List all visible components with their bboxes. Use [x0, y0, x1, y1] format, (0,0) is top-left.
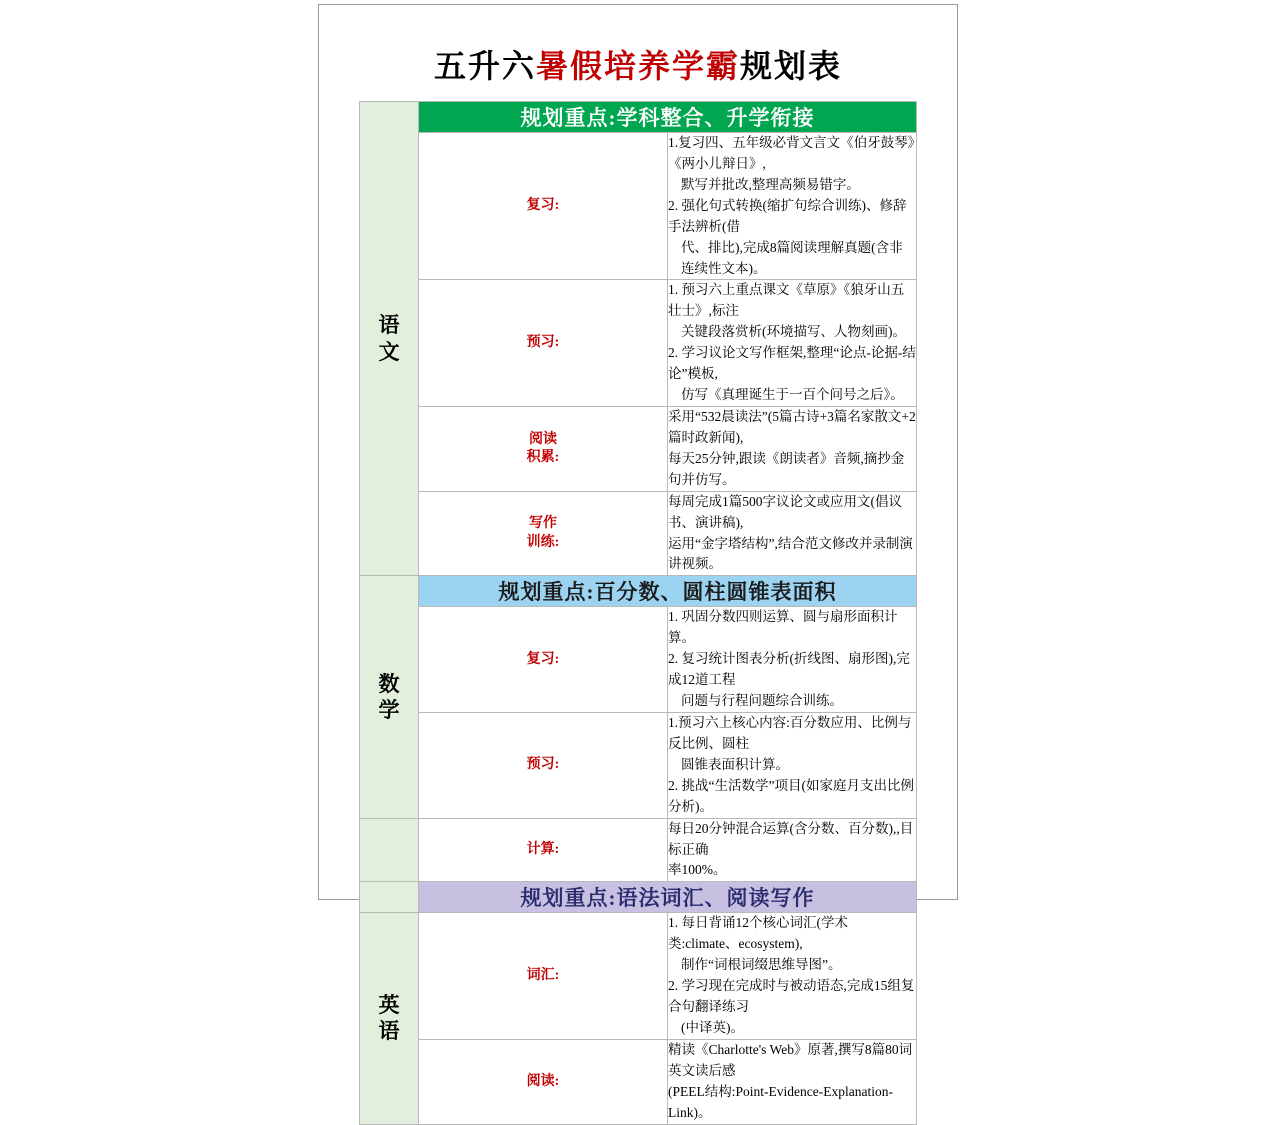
label-chinese-reading: 阅读 积累: [419, 406, 668, 491]
line: 每天25分钟,跟读《朗读者》音频,摘抄金句并仿写。 [668, 450, 905, 487]
line: 1. 每日背诵12个核心词汇(学术类:climate、ecosystem), [668, 915, 848, 952]
label-english-reading: 阅读: [419, 1039, 668, 1124]
subject-chinese-char-1: 语 [378, 313, 401, 338]
content-english-reading [668, 1039, 917, 1124]
line: 精读《Charlotte's Web》原著,撰写8篇80词英文读后感 [668, 1041, 913, 1078]
content-math-calc [668, 818, 917, 882]
title-part-1: 五升六 [433, 48, 536, 84]
subject-math [360, 576, 419, 818]
label-chinese-writing: 写作 训练: [419, 491, 668, 576]
subject-english [360, 913, 419, 1124]
banner-math: 规划重点:百分数、圆柱圆锥表面积 [419, 576, 917, 607]
line: 每日20分钟混合运算(含分数、百分数),,目标正确 [668, 820, 914, 857]
line: 默写并批改,整理高频易错字。 [681, 176, 860, 192]
line: 仿写《真理诞生于一百个问号之后》。 [681, 387, 904, 403]
table-row [360, 607, 917, 713]
line: 2. 复习统计图表分析(折线图、扇形图),完成12道工程 [668, 651, 910, 688]
line: 问题与行程问题综合训练。 [681, 693, 843, 709]
content-math-preview [668, 712, 917, 818]
content-chinese-reading [668, 406, 917, 491]
subject-spacer [360, 818, 419, 882]
banner-chinese: 规划重点:学科整合、升学衔接 [419, 102, 917, 133]
line: 1. 巩固分数四则运算、圆与扇形面积计算。 [668, 609, 898, 646]
table-row [360, 818, 917, 882]
line: 运用“金字塔结构”,结合范文修改并录制演讲视频。 [668, 535, 913, 572]
label-english-vocab: 词汇: [419, 913, 668, 1040]
label-math-review: 复习: [419, 607, 668, 713]
title-part-2: 暑假培养学霸 [535, 48, 740, 84]
table-row [360, 102, 917, 133]
subject-chinese [360, 102, 419, 576]
line: 2. 学习现在完成时与被动语态,完成15组复合句翻译练习 [668, 978, 915, 1015]
subject-math-char-2: 学 [378, 697, 401, 722]
table-row [360, 576, 917, 607]
line: 2. 学习议论文写作框架,整理“论点-论据-结论”模板, [668, 345, 916, 382]
subject-spacer-2 [360, 882, 419, 913]
subject-english-char-1: 英 [378, 993, 401, 1018]
subject-math-char-1: 数 [378, 671, 401, 696]
line: 每周完成1篇500字议论文或应用文(倡议书、演讲稿), [668, 493, 902, 530]
line: 1.预习六上核心内容:百分数应用、比例与反比例、圆柱 [668, 714, 912, 751]
label-math-calc: 计算: [419, 818, 668, 882]
line: 采用“532晨读法”(5篇古诗+3篇名家散文+2篇时政新闻), [668, 408, 916, 445]
label-chinese-review: 复习: [419, 133, 668, 280]
table-row [360, 406, 917, 491]
line: 1. 预习六上重点课文《草原》《狼牙山五壮士》,标注 [668, 282, 905, 319]
subject-english-char-2: 语 [378, 1019, 401, 1044]
banner-english: 规划重点:语法词汇、阅读写作 [419, 882, 917, 913]
content-math-review [668, 607, 917, 713]
line: (PEEL结构:Point-Evidence-Explanation-Link)。 [668, 1083, 893, 1120]
table-row [360, 913, 917, 1040]
line: 率100%。 [668, 862, 727, 878]
table-row [360, 1039, 917, 1124]
plan-table [359, 101, 917, 1125]
table-row [360, 133, 917, 280]
line: (中译英)。 [681, 1019, 744, 1035]
table-row [360, 882, 917, 913]
table-row [360, 712, 917, 818]
table-row [360, 280, 917, 407]
page-title [319, 41, 957, 87]
content-chinese-writing [668, 491, 917, 576]
content-english-vocab [668, 913, 917, 1040]
line: 代、排比),完成8篇阅读理解真题(含非连续性文本)。 [681, 239, 903, 276]
document-page [318, 4, 958, 1120]
label-math-preview: 预习: [419, 712, 668, 818]
line: 1.复习四、五年级必背文言文《伯牙鼓琴》《两小儿辩日》, [668, 135, 915, 171]
line: 2. 强化句式转换(缩扩句综合训练)、修辞手法辨析(借 [668, 197, 907, 234]
line: 关键段落赏析(环境描写、人物刻画)。 [681, 324, 906, 340]
line: 2. 挑战“生活数学”项目(如家庭月支出比例分析)。 [668, 777, 914, 814]
line: 制作“词根词缀思维导图”。 [681, 957, 842, 973]
table-row [360, 491, 917, 576]
label-chinese-preview: 预习: [419, 280, 668, 407]
subject-chinese-char-2: 文 [378, 339, 401, 364]
line: 圆锥表面积计算。 [681, 756, 789, 772]
content-chinese-review [668, 133, 917, 280]
content-chinese-preview [668, 280, 917, 407]
title-part-3: 规划表 [740, 48, 843, 84]
